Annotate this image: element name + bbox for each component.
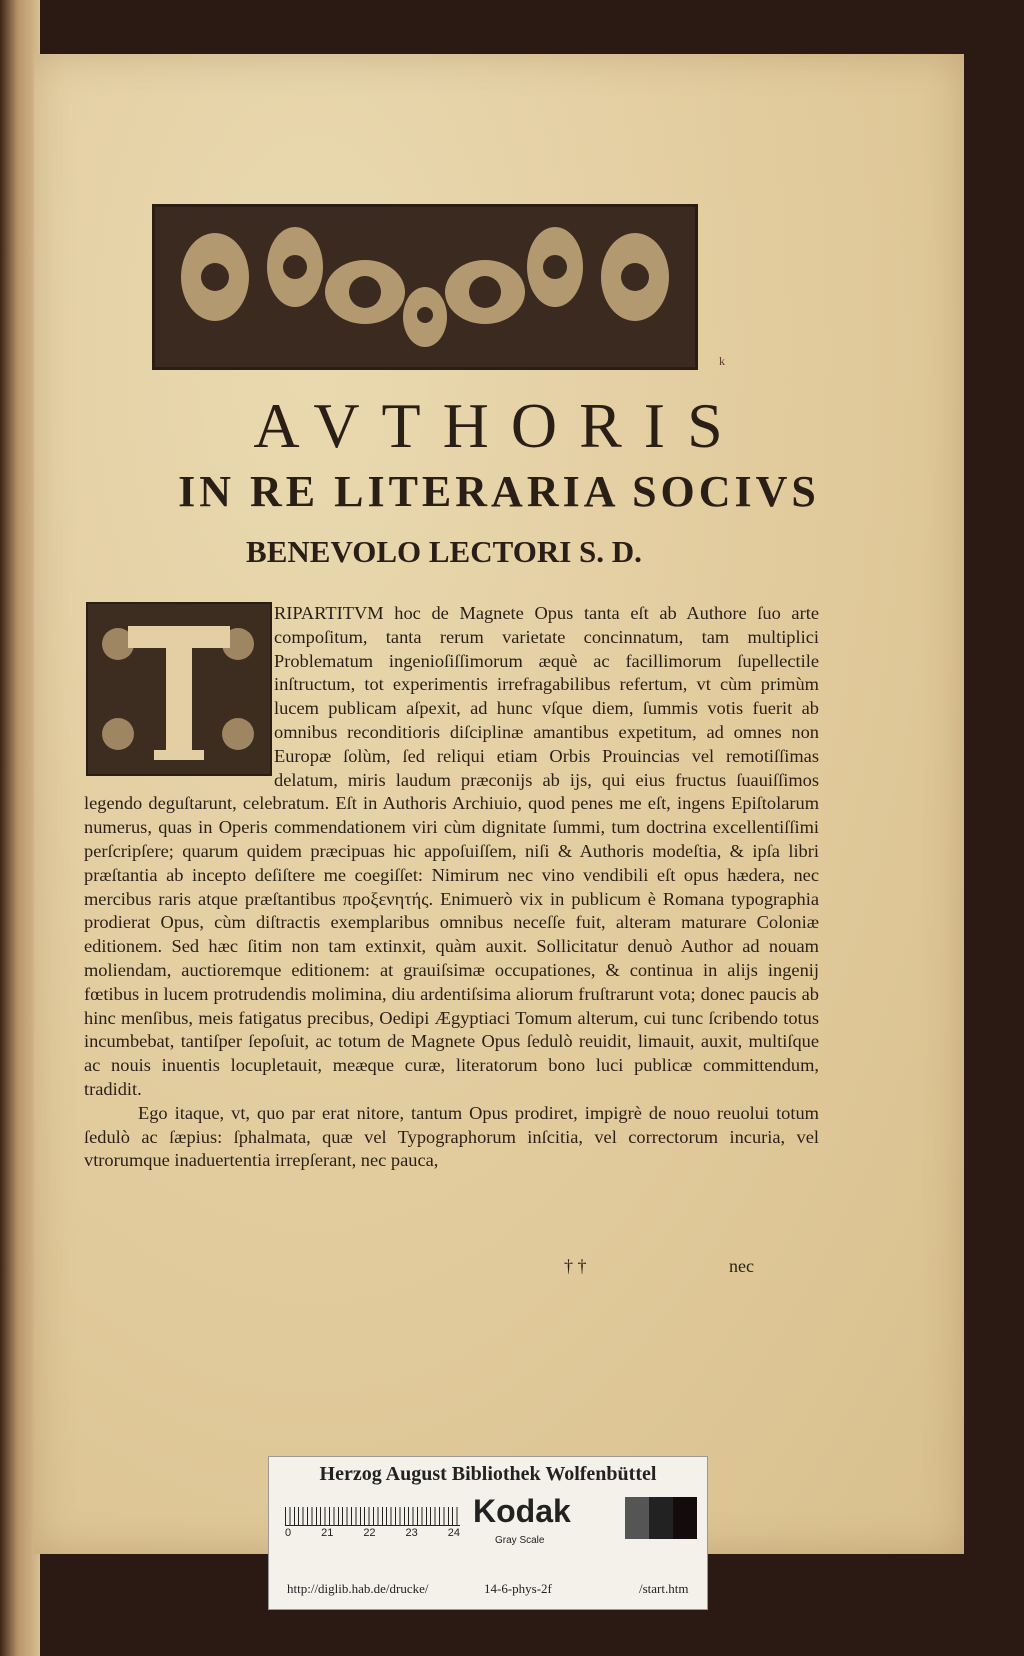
source-url[interactable]: http://diglib.hab.de/drucke/	[287, 1581, 429, 1596]
ruler-number: 23	[405, 1527, 418, 1539]
headpiece-ornament-drawing	[155, 207, 695, 367]
gray-swatches	[625, 1497, 697, 1539]
margin-mark: k	[719, 354, 725, 368]
ruler-numbers	[285, 1527, 460, 1539]
initial-spacer	[84, 602, 274, 772]
scale-ruler	[285, 1497, 460, 1526]
library-name: Herzog August Bibliothek Wolfenbüttel	[319, 1463, 657, 1485]
gray-swatch	[649, 1497, 673, 1539]
paragraph-2: Ego itaque, vt, quo par erat nitore, tantum Opus prodiret, impigrè de nouo reuolui totum ſedulò ac ſæpius: ſphalmata, quæ vel Typographorum inſcitia, vel correctorum incuria, vel vtrorumque inaduertentia irrepſerant, nec pauca,	[84, 1102, 819, 1171]
page-subtitle: IN RE LITERARIA SOCIVS	[178, 467, 820, 516]
headpiece-ornament	[152, 204, 698, 370]
start-link[interactable]: /start.htm	[639, 1581, 689, 1596]
kodak-logo: Kodak	[473, 1493, 571, 1529]
book-page	[34, 54, 964, 1554]
signature-marks: † †	[564, 1256, 587, 1276]
gray-swatch	[673, 1497, 697, 1539]
ruler-number: 22	[363, 1527, 376, 1539]
paragraph-1	[84, 602, 819, 1102]
page-title: AVTHORIS	[253, 390, 745, 461]
gray-scale-label: Gray Scale	[495, 1535, 545, 1546]
ruler-number: 24	[447, 1527, 460, 1539]
catchword: nec	[729, 1256, 754, 1276]
gray-swatch	[625, 1497, 649, 1539]
color-target-card	[268, 1456, 708, 1610]
body-text	[84, 602, 819, 1173]
ruler-number: 0	[285, 1527, 292, 1539]
paragraph-1-text: RIPARTITVM hoc de Magnete Opus tanta eſt ab Authore ſuo arte compoſitum, tanta rerum varietate concinnatum, tam multiplici Problematum ingenioſiſſimorum æquè ac facillimorum ſupellectile inſtructum, tot experimentis irrefragabilibus refertum, vt cùm primùm lucem publicam aſpexit, ad hunc vſque diem, ſummis votis fuerit ab omnibus reconditioris diſciplinæ amantibus expetitum, ad omnes non Europæ ſolùm, ſed reliqui etiam Orbis Prouincias vel remotiſſimas delatum, miris laudum præconijs ab ijs, qui eius fructus ſuauiſſimos legendo deguſtarunt, celebratum. Eſt in Authoris Archiuio, quod penes me eſt, ingens Epiſtolarum numerus, quas in Operis commendationem viri cùm dignitate ſummi, tum doctrina excellentiſſimi perſcripſere; quarum quidem præcipuas hic appoſuiſſem, niſi & Authoris modeſtia, & ipſa libri præſtantia ab incepto deſiſtere me coegiſſet: Nimirum nec vino vendibili eſt opus hædera, nec mercibus raris atque præſtantibus προξενητής. Enimuerò vix in publicum è Romana typographia prodierat Opus, cùm diſtractis exemplaribus omnibus neceſſe fuit, alteram maturare Coloniæ editionem. Sed hæc ſitim non tam extinxit, quàm auxit. Sollicitatur denuò Author ad nouam moliendam, auctioremque editionem: at grauiſsimæ occupationes, & continua in alijs ingenij fœtibus in lucem protrudendis molimina, diu ardentiſsima aliorum fruſtrarunt vota; donec paucis ab hinc menſibus, meis fatigatus precibus, Oedipi Ægyptiaci Tomum alterum, cui tunc ſcribendo totus incumbebat, tantiſper ſepoſuit, ac totum de Magnete Opus ſedulò reuidit, limauit, auxit, multiſque ac nouis inuentis locupletauit, meæque curæ, literatorum bono luci publicæ committendum, tradidit.	[84, 603, 819, 1099]
ruler-number: 21	[321, 1527, 334, 1539]
shelf-signature: 14-6-phys-2f	[484, 1581, 552, 1596]
greeting-heading: BENEVOLO LECTORI S. D.	[246, 534, 642, 569]
